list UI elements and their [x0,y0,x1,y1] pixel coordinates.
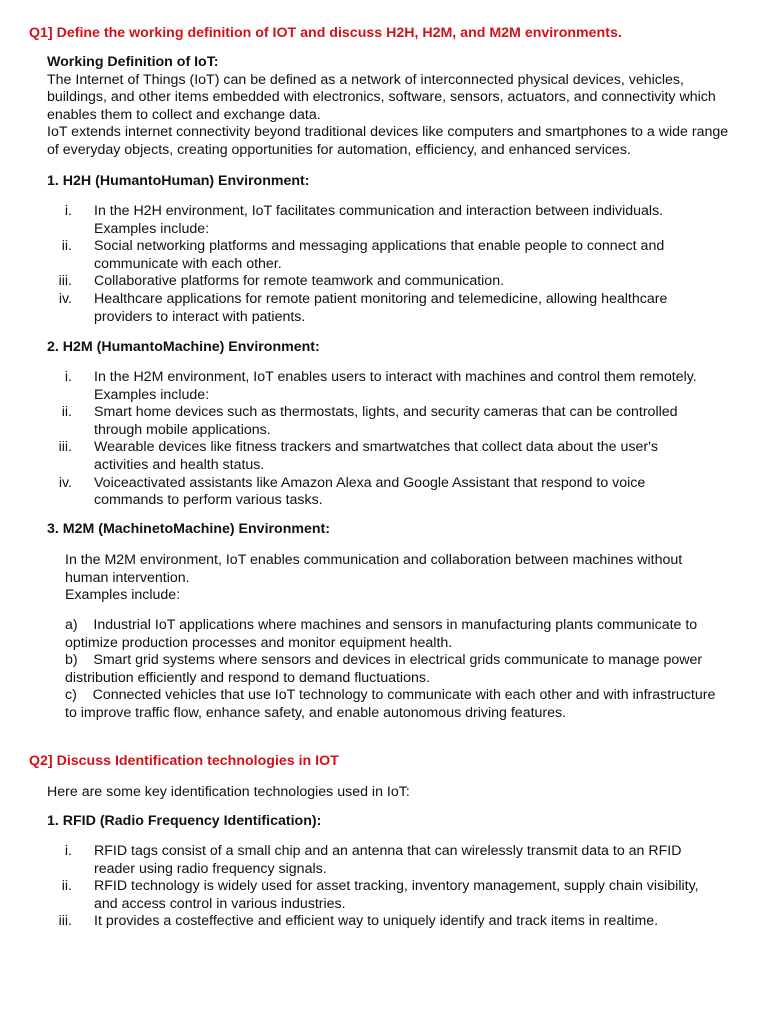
list-item: iv. Voiceactivated assistants like Amazon Alexa and Google Assistant that respond to voice commands to perform various tasks. [58,474,646,509]
list-item: i. RFID tags consist of a small chip and an antenna that can wirelessly transmit data to an RFID reader using radio frequency signals. [64,843,682,877]
m2m-examples-list [65,617,725,723]
working-definition-paragraph-1: The Internet of Things (IoT) can be defined as a network of interconnected physical devices, vehicles, buildings, and other items embedded with electronics, software, sensors, actuators, and connectivity which enables them to collect and exchange data. [47,71,716,123]
working-definition-heading: Working Definition of IoT: [47,54,219,70]
list-item: i. In the H2M environment, IoT enables users to interact with machines and control them remotely. Examples include: [64,369,697,403]
m2m-heading: 3. M2M (MachinetoMachine) Environment: [47,521,330,537]
rfid-list [0,843,714,931]
q2-intro: Here are some key identification technologies used in IoT: [47,784,410,800]
list-item: iii. Collaborative platforms for remote teamwork and communication. [58,273,505,290]
m2m-intro: In the M2M environment, IoT enables communication and collaboration between machines without human intervention. [65,552,683,586]
list-item: c) Connected vehicles that use IoT technology to communicate with each other and with infrastructure to improve traffic flow, enhance safety, and enable autonomous driving features. [65,687,716,721]
working-definition-section [47,54,747,160]
working-definition-paragraph-2: IoT extends internet connectivity beyond traditional devices like computers and smartphones to a wide range of everyday objects, creating opportunities for automation, efficiency, and enhanced services. [47,124,729,158]
list-item: ii. Social networking platforms and messaging applications that enable people to connect and communicate with each other. [61,238,665,272]
h2m-heading: 2. H2M (HumantoMachine) Environment: [47,339,320,355]
q1-title: Q1] Define the working definition of IOT and discuss H2H, H2M, and M2M environments. [29,25,622,41]
q2-title: Q2] Discuss Identification technologies in IOT [29,753,339,769]
list-item: iv. Healthcare applications for remote patient monitoring and telemedicine, allowing healthcare providers to interact with patients. [58,290,668,325]
m2m-examples-label: Examples include: [65,587,181,604]
h2h-heading: 1. H2H (HumantoHuman) Environment: [47,173,310,189]
rfid-heading: 1. RFID (Radio Frequency Identification): [47,813,322,829]
list-item: iii. It provides a costeffective and efficient way to uniquely identify and track items in realtime. [58,913,659,930]
h2h-list [0,203,714,326]
m2m-section [65,552,725,605]
list-item: i. In the H2H environment, IoT facilitates communication and interaction between individuals. Examples include: [64,203,664,237]
list-item: ii. Smart home devices such as thermostats, lights, and security cameras that can be controlled through mobile applications. [61,404,678,438]
list-item: b) Smart grid systems where sensors and devices in electrical grids communicate to manage power distribution efficiently and respond to demand fluctuations. [65,652,703,686]
list-item: ii. RFID technology is widely used for asset tracking, inventory management, supply chain visibility, and access control in various industries. [61,878,699,912]
h2m-list [0,369,714,510]
list-item: a) Industrial IoT applications where machines and sensors in manufacturing plants communicate to optimize production processes and monitor equipment health. [65,617,698,651]
list-item: iii. Wearable devices like fitness trackers and smartwatches that collect data about the user's activities and health status. [58,439,658,473]
